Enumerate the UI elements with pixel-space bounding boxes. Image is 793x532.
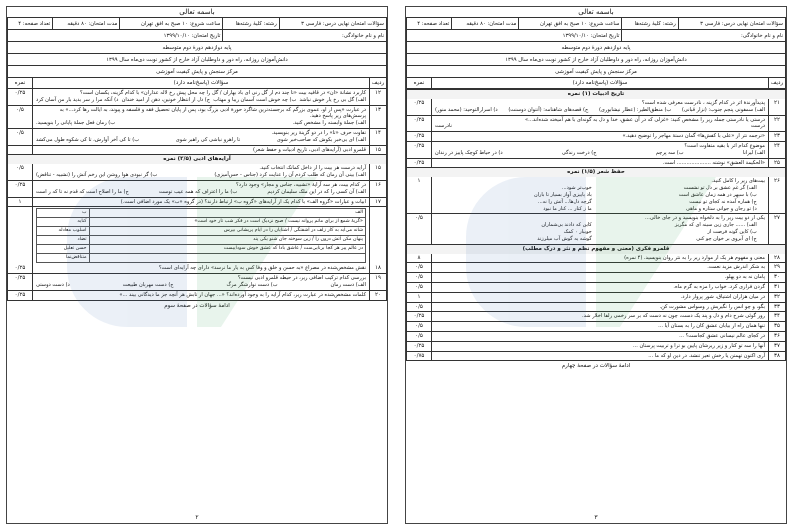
question-text: بگو، و چو انس را نگیریش ز وسواس مشورت کن. <box>659 303 765 310</box>
option: د) آنکه مرا ز سر بدید بار من آسان کرد <box>36 96 119 103</box>
question-text: در عبارت «پس از او، عموی بزرگم که برجسته‌ترین شاگرد حوزهٔ ادبی بزرگ بود، پس از پایان تحصیل فقه و فلسفه و پیوند، به ایالت رها کرد...» به پرسش‌های زیر پاسخ دهید. <box>59 106 366 120</box>
option: ج) ما را اصلاح است که قدم نه تا که ز است <box>36 188 129 195</box>
question-row <box>8 128 386 145</box>
question-text: بیت‌های زیر را کامل کنید. <box>711 178 765 185</box>
field: رشته: کلیهٔ رشته‌ها <box>223 18 279 30</box>
question-text: یکی از دو بیت زیر را به دلخواه بنویسید و در جای خالی... <box>645 215 765 222</box>
question-text: پامان نه به دو پهلو. <box>724 274 765 281</box>
question-options <box>36 137 366 144</box>
column-header: ردیف سؤالات (پاسخ‌نامه دارد) نمره <box>406 78 786 89</box>
option: الف) سمفونی پنجم جنوب: (نزار قبانی) <box>681 106 765 113</box>
question-row <box>8 164 386 180</box>
name-label: نام و نام خانوادگی: <box>622 30 786 42</box>
question-text: در کجای عالم نیسانی عشق کجاست؟ ... <box>679 332 765 339</box>
exam-page-right <box>405 6 787 524</box>
question-row <box>8 180 386 197</box>
question-number: ۲۵ <box>768 159 785 168</box>
option: ب) زمان فعل جملهٔ پایانی را بنویسید. <box>36 120 116 127</box>
option: ب) گر نبودی هوا روشن این زخم آتش را (تشبیه - تناقض) <box>36 172 158 179</box>
question-row <box>407 272 785 282</box>
question-row <box>8 89 386 105</box>
matching-row: پنهان مکن آتش درون را / زین سوخته جان شنو یکی پند تضاد <box>37 236 366 245</box>
question-score: ۱ <box>407 177 432 213</box>
field: رشته: کلیهٔ رشته‌ها <box>622 18 678 30</box>
question-text: بررسی کدام ترکیب اضافی زیر، در حیطه قلمرو ادبی نیست؟ <box>237 275 366 282</box>
question-score: ۰/۲۵ <box>407 116 432 132</box>
hemistich: کاین که دادند بی‌شماران <box>541 222 592 229</box>
option: الف) جملهٔ وابسته را مشخص کنید. <box>292 120 366 127</box>
question-options <box>435 123 765 130</box>
question-row <box>407 213 785 243</box>
question-score: ۰/۲۵ <box>8 264 33 273</box>
question-score: ۱ <box>8 198 33 207</box>
question-row <box>8 206 386 264</box>
poem-line <box>435 206 765 213</box>
option: د) دست دوستی <box>36 281 70 288</box>
hemistich: ج) ای آبروی بر خوان چو کنی <box>696 235 757 242</box>
option: الف) آن کسی را که در این ملک سلیمان کردیم <box>267 188 366 195</box>
question-row <box>407 331 785 341</box>
page-number: ۳ <box>594 514 598 521</box>
question-options <box>435 107 765 114</box>
question-row <box>407 302 785 312</box>
hemistich: باد پاییزی آواز بسیار تا باران <box>533 191 592 198</box>
option: الف) لیرانا <box>742 149 765 156</box>
question-score: ۰/۵ <box>407 332 432 341</box>
question-number: ۲۷ <box>768 214 785 243</box>
question-row <box>407 131 785 141</box>
question-score: ۰/۲۵ <box>407 132 432 141</box>
questions-right <box>406 89 786 361</box>
question-number: ۲۶ <box>768 177 785 213</box>
center-line: مرکز سنجش و پایش کیفیت آموزشی <box>8 66 387 78</box>
question-score: ۰/۵ <box>8 129 33 145</box>
question-number: ۲۰ <box>369 291 386 300</box>
question-score: ۸ <box>407 254 432 263</box>
matching-row: متناقض‌نما <box>37 254 366 263</box>
poem-line <box>435 192 765 199</box>
question-number: ۳۸ <box>768 352 785 361</box>
question-score: ۰/۵ <box>407 263 432 272</box>
question-text: گردن فرازی کرد. خواب را مزه به گرم ماه. <box>673 283 765 290</box>
question-text: آری اکنون تهمتن یا رخش تعیر تنشد. در دین او که ما ... <box>648 352 765 359</box>
poem-line <box>435 222 765 229</box>
question-text: تنها همان راه از بیابان عشق کان را به بستان آیا ... <box>658 323 765 330</box>
question-text: درستی یا نادرستی جمله زیر را مشخص کنید: «غزلی که در آن عشق، خدا و دل به گونه‌ای با هم آمیخته شده‌اند...» <box>525 116 765 123</box>
question-number: ۳۶ <box>768 332 785 341</box>
question-number: ۲۳ <box>768 132 785 141</box>
question-number: ۱۵ <box>369 146 386 155</box>
question-options <box>36 189 366 196</box>
question-number: ۱۵ <box>369 164 386 180</box>
exam-header <box>7 17 387 78</box>
question-score: ۰/۵ <box>407 322 432 331</box>
matching-table: الف ب «گریهٔ شمع از برای ماتم پروانه نیست / صبح نزدیک است در فکر شب تار خود است» کنایه شانه می‌آید به کار زلف در آشفتگی / آشنایان را در ایام پریشانی بپرس اسلوب معادله پنهان مکن آتش درون را / زین سوخته جان شنو یکی پند تضاد در عالم پیر هر کجا برنایی‌ست / عاشق بادا که عشق خوش سوداییست حسن تعلیل متناقض‌نما <box>36 208 366 263</box>
hemistich: خوب‌تر شود... <box>561 185 592 192</box>
question-options <box>435 150 765 157</box>
option: الف) گل بی رخ یار خوش نباشد <box>299 96 366 103</box>
matching-row: در عالم پیر هر کجا برنایی‌ست / عاشق بادا که عشق خوش سوداییست حسن تعلیل <box>37 245 366 254</box>
option: د) اسرارالتوحید: (محمد منور) <box>435 106 498 113</box>
option: ب) ما را اعتراف که همه عیب توست <box>159 188 238 195</box>
hemistich: ب) با سپهر در همه زمان عاشق است <box>678 191 757 198</box>
page-count: تعداد صفحه: ۴ <box>8 18 53 30</box>
question-row <box>8 197 386 207</box>
question-row <box>407 321 785 331</box>
question-text: کلمات مشخص‌شده در عبارت زیر، کدام آرایه را به وجود آورده‌اند؟ «... جهان از تابش هر آنچه جز ما دیدگانی بیند ...» <box>119 291 366 298</box>
question-number: ۳۳ <box>768 303 785 312</box>
question-text: ابیات و عبارات «گروه الف» با کدام یک از آرایه‌های «گروه ب» ارتباط دارند؟ (در گروه «ب» یک مورد اضافی است.) <box>120 198 366 205</box>
question-text: «الحکیمة العشق» نوشته ..................... است. <box>662 159 765 166</box>
option: الف) ای بی‌خبر بکوش که صاحب‌خبر شوی <box>276 136 366 143</box>
question-row <box>407 341 785 351</box>
option: ب) سه پرچم <box>655 149 684 156</box>
question-row <box>407 292 785 302</box>
question-text: نقش مشخص‌شده در مصراع «به حسن و خلق و وفا کس به یار ما نرسد» دارای چه آرایه‌ای است؟ <box>158 265 366 272</box>
hemistich: ج) هماره آمده نه کجای تو نیست <box>689 198 757 205</box>
hemistich: ب) کاین گونه فرصت از <box>707 228 757 235</box>
question-text: آنها را سه تو کنار و ژیر زیرشان پایین بو ترا و تربیت پرستان ... <box>632 342 765 349</box>
question-number: ۱۷ <box>369 198 386 207</box>
top-note: باسمه تعالی <box>179 8 215 16</box>
exam-date: تاریخ امتحان: ۱۳۹۹/۱۰/۱۰ <box>8 30 223 42</box>
start-time: ساعت شروع: ۱۰ صبح به افق تهران <box>519 18 622 30</box>
question-score: ۰/۵ <box>407 283 432 292</box>
question-options <box>36 172 366 179</box>
question-text: معنی و مفهوم هر یک از موارد زیر را به نثر روان بنویسید. (۴ نمره) <box>624 254 765 261</box>
question-score: ۰/۵ <box>407 303 432 312</box>
question-row <box>407 254 785 263</box>
option: ب) منطق‌الطیر: (عطار نیشابوری) <box>598 106 672 113</box>
page-number: ۲ <box>195 514 199 521</box>
section-comprehension: قلمرو فکری (معنی و مفهوم نظم و نثر و درک مطلب) <box>407 244 785 254</box>
footer-note: ادامهٔ سؤالات در صفحهٔ چهارم <box>561 363 631 370</box>
question-row <box>8 290 386 300</box>
question-number: ۳۴ <box>768 312 785 321</box>
question-row <box>407 141 785 158</box>
question-score: ۰/۲۵ <box>407 99 432 115</box>
matching-row: شانه می‌آید به کار زلف در آشفتگی / آشنایان را در ایام پریشانی بپرس اسلوب معادله <box>37 227 366 236</box>
center-line: مرکز سنجش و پایش کیفیت آموزشی <box>407 66 786 78</box>
question-number: ۱۸ <box>369 264 386 273</box>
question-text: پدیدآورندهٔ اثر در کدام گزینه ، نادرست معرفی شده است؟ <box>641 100 765 106</box>
question-text: آرایه درست هر بیت را از داخل کمانک انتخاب کنید. <box>259 165 366 172</box>
question-options <box>36 97 366 104</box>
column-header: ردیف سؤالات (پاسخ‌نامه دارد) نمره <box>7 78 387 89</box>
question-number: ۲۹ <box>768 263 785 272</box>
exam-header <box>406 17 786 78</box>
footer-note: ادامهٔ سؤالات در صفحهٔ سوم <box>164 302 230 309</box>
question-score: ۰/۷۵ <box>407 352 432 361</box>
question-text: «ترجمه نثر از «علی با کفش‌ها» گمان دستهٔ مهاجر را توضیح دهید.» <box>622 133 765 140</box>
question-row <box>407 115 785 132</box>
students-line: دانش‌آموزان روزانه، راه دور و داوطلبان آزاد خارج از کشور نوبت دی‌ماه سال ۱۳۹۹ <box>407 54 786 66</box>
question-number: ۱۶ <box>369 181 386 197</box>
question-text: به شکر اندرش مزید نعمت. <box>707 264 765 271</box>
question-text: تفاوت حرف «تا» را در دو گزینهٔ زیر بنویسید. <box>271 129 366 136</box>
question-row <box>407 351 785 361</box>
duration: مدت امتحان: ۸۰ دقیقه <box>53 18 120 30</box>
option: ب) دست نوازشگر مرگ <box>226 281 278 288</box>
exam-date: تاریخ امتحان: ۱۳۹۹/۱۰/۱۰ <box>407 30 622 42</box>
question-options <box>36 282 366 289</box>
hemistich: د) تو رجان و جوانی ستاره و ماهی <box>686 205 757 212</box>
question-number: ۱۲ <box>369 89 386 105</box>
question-row <box>8 105 386 128</box>
duration: مدت امتحان: ۸۰ دقیقه <box>452 18 519 30</box>
question-score: ۱ <box>407 293 432 302</box>
poem-line <box>435 229 765 236</box>
option: تا راهرو نباشی کی راهبر شوی <box>175 136 241 143</box>
question-row <box>407 177 785 213</box>
question-number: ۱۴ <box>369 129 386 145</box>
question-row <box>407 262 785 272</box>
question-number: ۲۱ <box>768 99 785 115</box>
question-text: در کدام بیت، هر سه آرایهٔ «تشبیه، جناس و مجاز» وجود دارد؟ <box>236 181 366 188</box>
students-line: دانش‌آموزان روزانه، راه دور و داوطلبان آزاد خارج از کشور نوبت دی‌ماه سال ۱۳۹۹ <box>8 54 387 66</box>
question-score: ۰/۲۵ <box>407 159 432 168</box>
question-number: ۲۸ <box>768 254 785 263</box>
option: ج) درخت زندگی <box>561 149 597 156</box>
grade: پایه دوازدهم دورهٔ دوم متوسطه <box>8 42 387 54</box>
question-row <box>407 282 785 292</box>
section-literary-devices: آرایه‌های ادبی (۲/۵) نمره <box>8 154 386 164</box>
question-text: در میان هزاران اشتیاق، شور پرواز دارد. <box>680 293 765 300</box>
option: ج) دست مهربان طبیعت <box>122 281 174 288</box>
hemistich: ما ز کنار ... کنار ما نبود <box>543 205 592 212</box>
question-score: ۰/۲۵ <box>8 291 33 300</box>
question-row <box>407 99 785 115</box>
question-number: ۳۷ <box>768 342 785 351</box>
page-count: تعداد صفحه: ۴ <box>407 18 452 30</box>
option: ب) چه خوش است آسمان زیبا و مهتاب <box>213 96 297 103</box>
question-text: روز گوئی شرح دام و دل و پند یک دست، چون نه دست که بر سر زخمی زلفا اخلار شد. <box>582 313 765 320</box>
section-poetry-memory: حفظ شعر (۱/۵) نمره <box>407 167 785 177</box>
option: ج) قصه‌های شاهنامه: (آنتوان دوسنت) <box>508 106 589 113</box>
section-literature-history: تاریخ ادبیات (۱) نمره <box>407 89 785 99</box>
question-number: ۳۱ <box>768 283 785 292</box>
question-number: ۱۳ <box>369 106 386 128</box>
poem-line <box>435 236 765 243</box>
question-text: قلمرو ادبی (آرایه‌های ادبی، تاریخ ادبیات و حفظ شعر) <box>253 146 366 153</box>
option: الف) دست زمان <box>330 281 366 288</box>
exam-page-left <box>6 6 388 524</box>
question-row <box>8 273 386 290</box>
question-row <box>407 311 785 321</box>
question-score: ۰/۵ <box>8 106 33 128</box>
poem-line <box>435 199 765 206</box>
question-score: ۰/۲۵ <box>407 312 432 321</box>
top-note: باسمه تعالی <box>578 8 614 16</box>
question-score: ۰/۲۵ <box>407 342 432 351</box>
question-score: ۰/۲۵ <box>407 142 432 158</box>
hemistich: الف) ...... جاری زین سینه ای که مگریز <box>674 222 757 229</box>
question-options <box>36 120 366 127</box>
question-number: ۱۹ <box>369 274 386 290</box>
question-number: ۳۵ <box>768 322 785 331</box>
question-row <box>407 158 785 168</box>
hemistich: گوشه یه گوش آب میلرزند <box>537 235 592 242</box>
exam-title: سؤالات امتحان نهایی درس: فارسی ۳ <box>279 18 386 30</box>
question-number: ۲۲ <box>768 116 785 132</box>
question-number: ۳۰ <box>768 273 785 282</box>
question-score: ۰/۲۵ <box>8 89 33 105</box>
matching-row: «گریهٔ شمع از برای ماتم پروانه نیست / صبح نزدیک است در فکر شب تار خود است» کنایه <box>37 218 366 227</box>
name-label: نام و نام خانوادگی: <box>223 30 387 42</box>
question-number: ۳۲ <box>768 293 785 302</box>
option: د) در حیاط کوچک پاییز در زندان <box>435 149 503 156</box>
poem-line <box>435 185 765 192</box>
question-number: ۲۴ <box>768 142 785 158</box>
question-text: موضوع کدام اثر با بقیه متفاوت است؟ <box>684 142 765 149</box>
option: ج) دل از انتظار خونین، دهن از امید خندان <box>121 96 211 103</box>
question-row <box>8 145 386 155</box>
hemistich: جویبار ۰ کمک <box>563 228 592 235</box>
option: ب) تا کی آخر آوارش، تا کی شکوه طول می‌کشد <box>36 136 140 143</box>
hemistich: الف) گر غم عشق بر دل تو نشست <box>683 185 757 192</box>
questions-left <box>7 89 387 301</box>
option: درست <box>751 123 765 130</box>
grade: پایه دوازدهم دورهٔ دوم متوسطه <box>407 42 786 54</box>
hemistich: گرچه دل‌ها... آتش را نه... <box>537 198 592 205</box>
question-score: ۰/۵ <box>8 164 33 180</box>
option: الف) بینی آن زمان که طلب کردم آن را عنایت کرد (جناس - حس‌آمیزی) <box>214 172 366 179</box>
question-score: ۰/۵ <box>407 214 432 243</box>
start-time: ساعت شروع: ۱۰ صبح به افق تهران <box>120 18 223 30</box>
option: نادرست <box>435 123 452 130</box>
question-score: ۰/۲۵ <box>8 274 33 290</box>
question-score: ۰/۲۵ <box>8 181 33 197</box>
exam-title: سؤالات امتحان نهایی درس: فارسی ۳ <box>678 18 785 30</box>
question-score <box>8 146 33 155</box>
question-row <box>8 264 386 273</box>
question-score: ۰/۵ <box>407 273 432 282</box>
question-text: کاربرد نشانهٔ «ان» در قافیه بیت «تا چند دم از گل زنی ای باد بهاران / گل را چه محل پیش رخ لاله عذاران» با کدام گزینه، یکسان است؟ <box>80 90 366 96</box>
